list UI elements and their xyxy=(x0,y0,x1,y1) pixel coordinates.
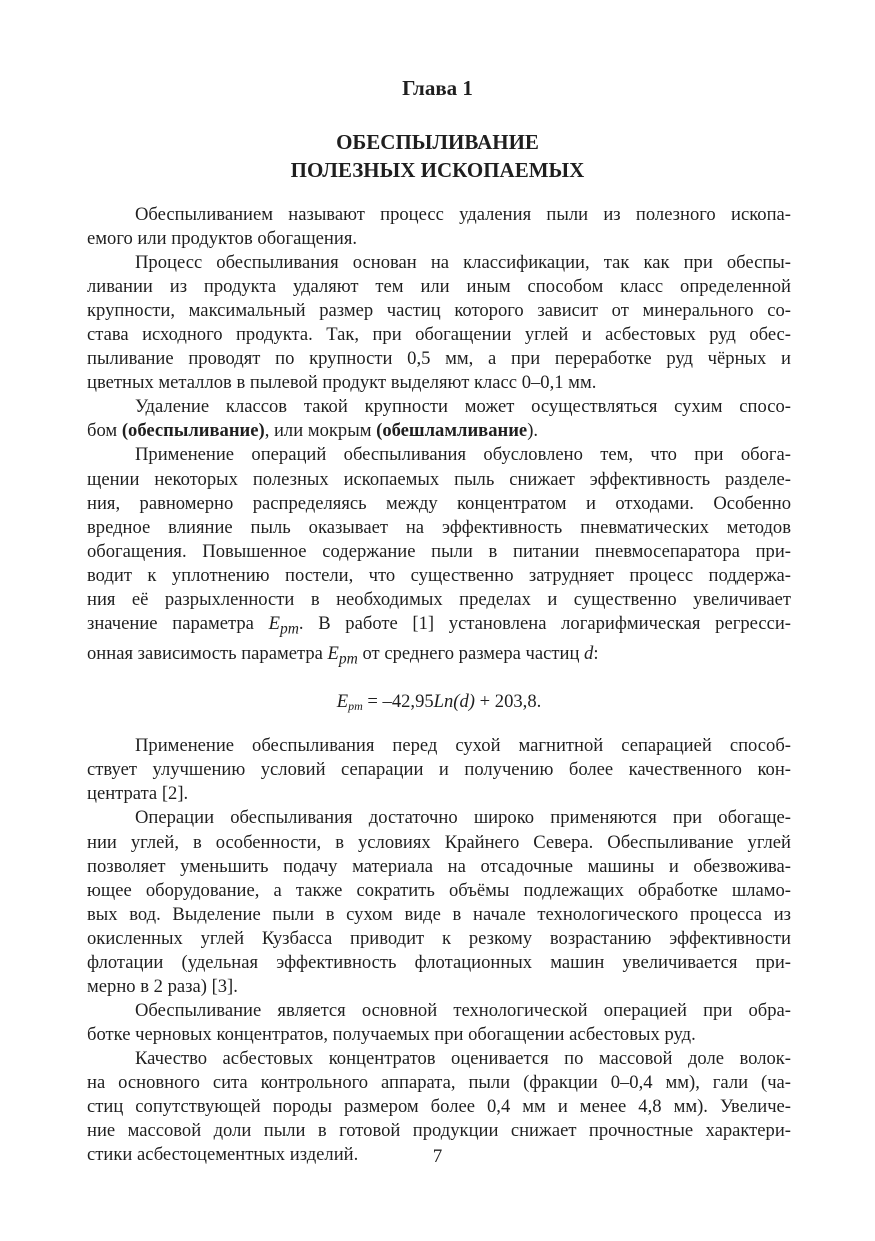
text-line: флотации (удельная эффективность флотационных машин увеличивается при- xyxy=(87,951,791,973)
text-line: вых вод. Выделение пыли в сухом виде в начале технологического процесса из xyxy=(87,903,791,925)
text-line: щении некоторых полезных ископаемых пыль снижает эффективность разделе- xyxy=(87,468,791,490)
text-run: : xyxy=(593,642,599,664)
text-line: става исходного продукта. Так, при обогащении углей и асбестовых руд обес- xyxy=(87,324,791,346)
text-line: емого или продуктов обогащения. xyxy=(87,228,358,250)
variable-e xyxy=(327,642,358,668)
text-line: пыливание проводят по крупности 0,5 мм, а при переработке руд чёрных и xyxy=(87,348,791,370)
formula-function: Ln(d) xyxy=(433,691,475,713)
formula-constant: + 203,8. xyxy=(475,691,542,713)
text-run: бом xyxy=(87,420,122,442)
paragraph-4 xyxy=(87,443,791,671)
formula-equals: = –42,95 xyxy=(362,691,434,713)
text-line: Процесс обеспыливания основан на классификации, так как при обеспы- xyxy=(135,252,791,274)
paragraph-7 xyxy=(87,999,791,1047)
text-line: Удаление классов такой крупности может осуществляться сухим спосо- xyxy=(135,396,791,418)
text-run: значение параметра xyxy=(87,612,269,634)
text-line xyxy=(87,642,791,672)
variable-e xyxy=(268,612,299,638)
text-line: центрата [2]. xyxy=(87,783,189,805)
text-line: крупности, максимальный размер частиц которого зависит от минерального со- xyxy=(87,300,791,322)
text-line: Применение операций обеспыливания обусловлено тем, что при обога- xyxy=(135,444,791,466)
text-line: ние массовой доли пыли в готовой продукции снижает прочностные характери- xyxy=(87,1120,791,1142)
text-line: позволяет уменьшить подачу материала на отсадочные машины и обезвожива- xyxy=(87,855,791,877)
chapter-title-line-2: ПОЛЕЗНЫХ ИСКОПАЕМЫХ xyxy=(290,158,585,182)
text-line xyxy=(87,612,791,642)
text-line: ботке черновых концентратов, получаемых при обогащении асбестовых руд. xyxy=(87,1023,696,1045)
text-line: ния её разрыхленности в необходимых пределах и существенно увеличивает xyxy=(87,588,791,610)
bold-term-dedusting: (обеспыливание) xyxy=(121,420,265,442)
text-line xyxy=(87,419,791,443)
chapter-title-line-1: ОБЕСПЫЛИВАНИЕ xyxy=(336,130,539,154)
text-line: Обеспыливание является основной технологической операцией при обра- xyxy=(135,999,791,1021)
text-line: ствует улучшению условий сепарации и получению более качественного кон- xyxy=(87,759,791,781)
text-run: от среднего размера частиц xyxy=(357,642,585,664)
formula-letter: E xyxy=(336,691,349,713)
variable-d: d xyxy=(584,642,594,664)
variable-subscript: pm xyxy=(338,650,358,668)
text-line: нии углей, в особенности, в условиях Крайнего Севера. Обеспыливание углей xyxy=(87,831,791,853)
text-line: обогащения. Повышенное содержание пыли в питании пневмосепаратора при- xyxy=(87,540,791,562)
chapter-heading: Глава 1 xyxy=(402,76,473,100)
bold-term-desliming: (обешламливание xyxy=(376,420,528,442)
chapter-title xyxy=(0,128,875,184)
text-line: Качество асбестовых концентратов оценивается по массовой доле волок- xyxy=(135,1047,791,1069)
text-line: Обеспыливанием называют процесс удаления пыли из полезного ископа- xyxy=(135,204,791,225)
text-line: Применение обеспыливания перед сухой магнитной сепарацией способ- xyxy=(135,735,791,757)
text-line: ющее оборудование, а также сократить объёмы подлежащих обработке шламо- xyxy=(87,879,791,901)
text-line: окисленных углей Кузбасса приводит к резкому возрастанию эффективности xyxy=(87,927,791,949)
paragraph-1 xyxy=(87,203,791,251)
regression-formula xyxy=(87,690,791,714)
text-run: ). xyxy=(527,420,539,442)
text-line: Операции обеспыливания достаточно широко применяются при обогаще- xyxy=(135,807,791,829)
paragraph-2 xyxy=(87,251,791,395)
text-line: стиц сопутствующей породы размером более 0,4 мм и менее 4,8 мм). Увеличе- xyxy=(87,1096,791,1118)
paragraph-5 xyxy=(87,734,791,806)
text-line: вредное влияние пыль оказывает на эффективность пневматических методов xyxy=(87,516,791,538)
variable-letter: E xyxy=(327,642,339,664)
body-text xyxy=(87,203,791,1167)
paragraph-3 xyxy=(87,395,791,443)
variable-subscript: pm xyxy=(279,620,299,638)
variable-letter: E xyxy=(268,612,280,634)
formula-variable xyxy=(337,691,363,712)
text-line: стики асбестоцементных изделий. xyxy=(87,1144,359,1166)
page-number: 7 xyxy=(432,1146,443,1167)
text-line: на основного сита контрольного аппарата, пыли (фракции 0–0,4 мм), гали (ча- xyxy=(87,1071,791,1093)
text-line: ния, равномерно распределяясь между концентратом и отходами. Особенно xyxy=(87,492,791,514)
paragraph-6 xyxy=(87,806,791,998)
text-line: цветных металлов в пылевой продукт выделяют класс 0–0,1 мм. xyxy=(87,372,597,394)
text-run: . В работе [1] установлена логарифмическая регресси- xyxy=(298,612,791,634)
text-line: ливании из продукта удаляют тем или иным способом класс определенной xyxy=(87,276,791,298)
formula-subscript: pm xyxy=(348,699,363,714)
text-run: онная зависимость параметра xyxy=(87,642,328,664)
text-line: мерно в 2 раза) [3]. xyxy=(87,975,238,997)
text-run: , или мокрым xyxy=(264,420,377,442)
text-line: водит к уплотнению постели, что существенно затрудняет процесс поддержа- xyxy=(87,564,791,586)
